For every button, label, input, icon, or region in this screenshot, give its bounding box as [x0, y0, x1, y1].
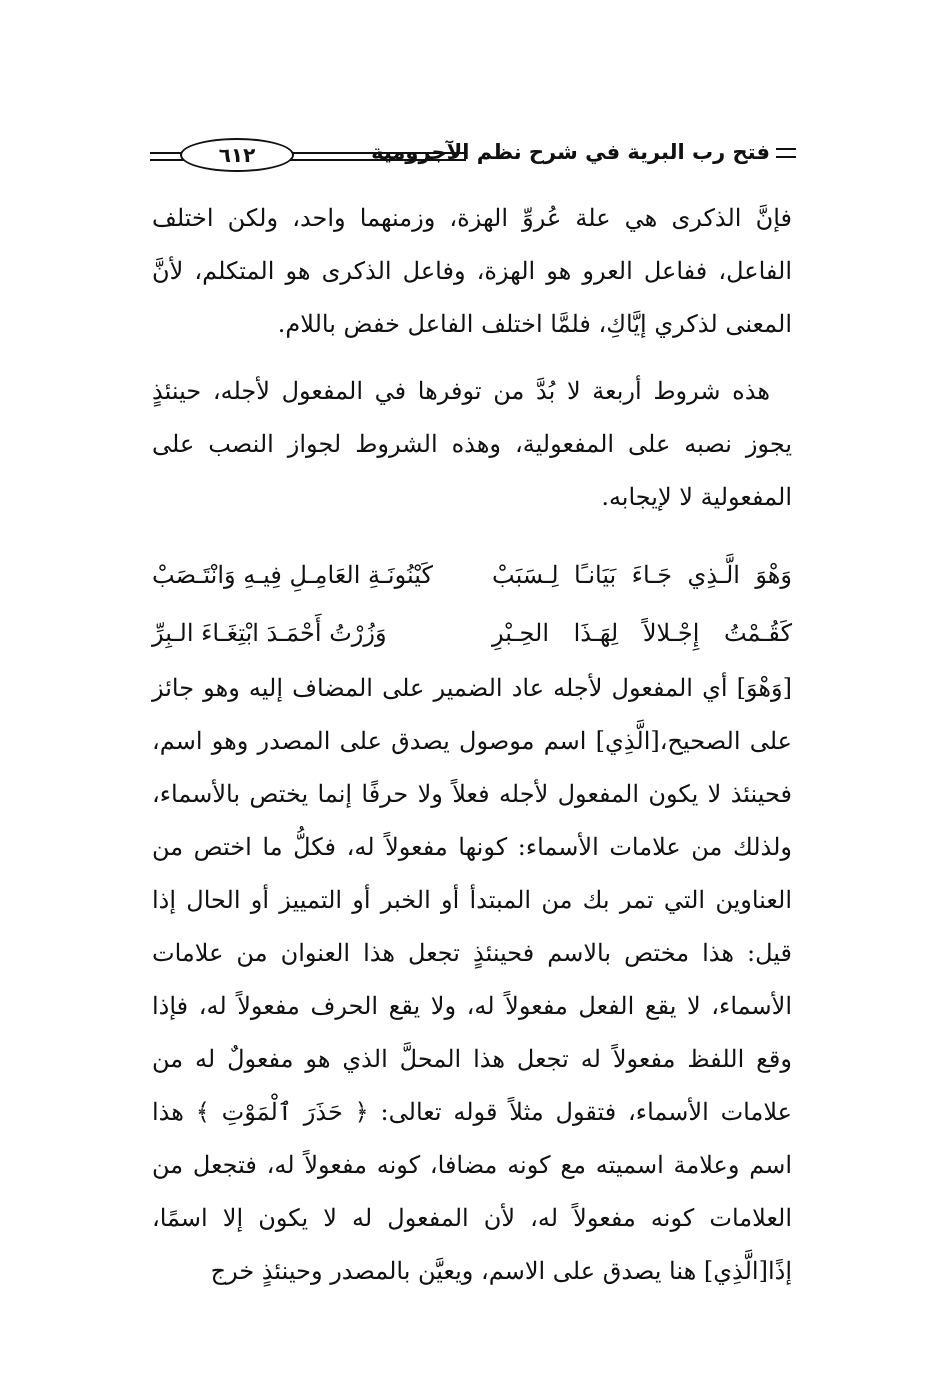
verse-1-first-hemistich: وَهْوَ الَّـذِي جَـاءَ بَيَانـًا لِـسَبَبْ [492, 561, 792, 589]
running-title-text: فتح رب البرية في شرح نظم الآجرومية [371, 140, 770, 164]
paragraph-1: فإنَّ الذكرى هي علة عُروِّ الهزة، وزمنهما واحد، ولكن اختلف الفاعل، ففاعل العرو هو الهزة، وفاعل الذكرى هو المتكلم، لأنَّ المعنى لذكري إيَّاكِ، فلمَّا اختلف الفاعل خفض باللام. [152, 204, 793, 338]
page-body [152, 192, 792, 1298]
poem-verses [152, 546, 792, 662]
paragraph-2-text: هذه شروط أربعة لا بُدَّ من توفرها في المفعول لأجله، حينئذٍ يجوز نصبه على المفعولية، وهذه الشروط لجواز النصب على المفعولية لا لإيجابه. [152, 377, 792, 511]
verse-2-second-hemistich: وَزُرْتُ أَحْمَـدَ ابْتِغَـاءَ الـبِرِّ [152, 619, 387, 647]
verse-2 [152, 604, 792, 662]
page-header [150, 136, 796, 176]
verse-2-first-hemistich: كَقُـمْتُ إِجْـلالاً لِهَـذَا الحِـبْرِ [492, 619, 792, 647]
page-number: ٦١٢ [180, 138, 294, 172]
verse-1-second-hemistich: كَيْنُونَـةِ العَامِـلِ فِيـهِ وَانْتَـصَبْ [152, 561, 433, 589]
paragraph-3: [وَهْوَ] أي المفعول لأجله عاد الضمير على المضاف إليه وهو جائز على الصحيح،[الَّذِي] اسم موصول يصدق على المصدر وهو اسم، فحينئذ لا يكون المفعول لأجله فعلاً ولا حرفًا إنما يختص بالأسماء، ولذلك من علامات الأسماء: كونها مفعولاً له، فكلُّ ما اختص من العناوين التي تمر بك من المبتدأ أو الخبر أو التمييز أو الحال إذا قيل: هذا مختص بالاسم فحينئذٍ تجعل هذا العنوان من علامات الأسماء، لا يقع الفعل مفعولاً له، ولا يقع الحرف مفعولاً له، فإذا وقع اللفظ مفعولاً له تجعل هذا المحلَّ الذي هو مفعولٌ له من علامات الأسماء، فتقول مثلاً قوله تعالى: ﴿ حَذَرَ ٱلْمَوْتِ ﴾ هذا اسم وعلامة اسميته مع كونه مضافا، كونه مفعولاً له، فتجعل من العلامات كونه مفعولاً له، لأن المفعول له لا يكون إلا اسمًا، إذًا[الَّذِي] هنا يصدق على الاسم، ويعيَّن بالمصدر وحينئذٍ خرج [152, 674, 793, 1285]
verse-1 [152, 546, 792, 604]
title-lead-rule [776, 148, 796, 158]
paragraph-2 [152, 365, 792, 524]
